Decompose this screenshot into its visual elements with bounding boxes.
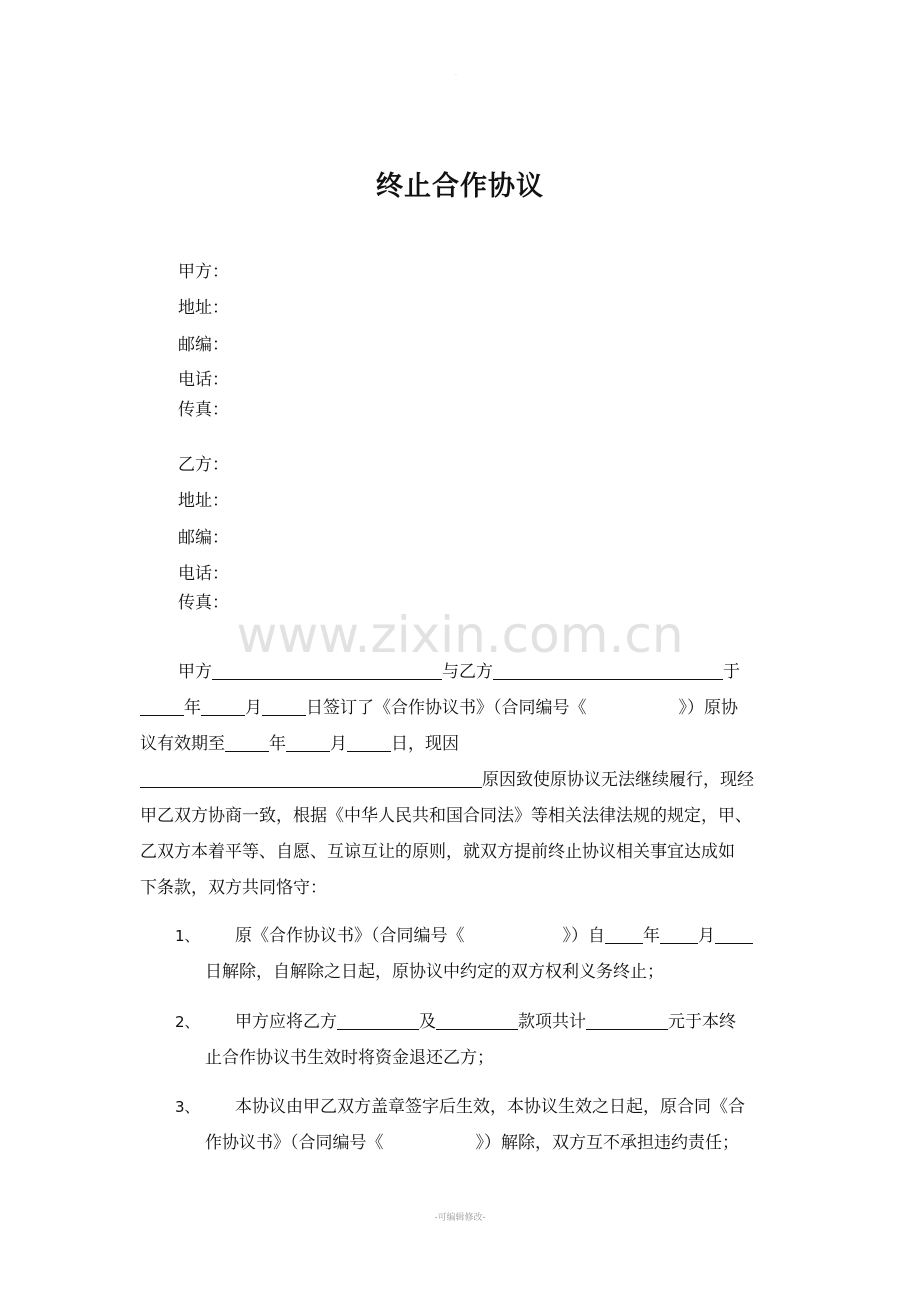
preamble-text: 与乙方 — [442, 662, 493, 682]
expiry-day-blank[interactable] — [347, 733, 391, 752]
preamble-line-6: 乙双方本着平等、自愿、互谅互让的原则，就双方提前终止协议相关事宜达成如 — [140, 842, 735, 862]
amount-item-2-blank[interactable] — [436, 1011, 518, 1030]
clause-text: 》）自 — [562, 926, 605, 946]
preamble-text: 月 — [330, 734, 347, 754]
party-a-fax-label: 传真： — [178, 400, 229, 420]
clause-number: 3、 — [175, 1098, 200, 1116]
clause-line — [175, 918, 785, 954]
clause-line: 日解除，自解除之日起，原协议中约定的双方权利义务终止； — [205, 962, 664, 982]
clause-text: 本协议由甲乙双方盖章签字后生效，本协议生效之日起，原合同《合 — [235, 1097, 745, 1117]
preamble-line-7: 下条款，双方共同恪守： — [140, 878, 327, 898]
party-a-postcode-label: 邮编： — [178, 335, 229, 355]
month-blank[interactable] — [660, 925, 698, 944]
preamble-text: 日签订了《合作协议书》（合同编号《 — [306, 698, 587, 718]
preamble-line-1 — [140, 654, 785, 690]
preamble-text: 日，现因 — [391, 734, 459, 754]
preamble-line-3 — [140, 726, 785, 762]
expiry-year-blank[interactable] — [225, 733, 269, 752]
clause-text: 月 — [698, 926, 715, 946]
expiry-month-blank[interactable] — [286, 733, 330, 752]
party-b-phone-label: 电话： — [178, 564, 229, 584]
clause-text: 年 — [643, 926, 660, 946]
clause-text: 款项共计 — [518, 1012, 586, 1032]
clause-text: 作协议书》（合同编号《 — [205, 1133, 384, 1153]
party-b-fax-label: 传真： — [178, 593, 229, 613]
clause-line — [175, 1089, 785, 1125]
sign-month-blank[interactable] — [201, 697, 245, 716]
preamble-text: 月 — [245, 698, 262, 718]
preamble-text: 》）原协 — [678, 698, 738, 718]
party-a-name-label: 甲方： — [178, 262, 229, 282]
clause-number: 1、 — [175, 927, 200, 945]
preamble-text: 原因致使原协议无法继续履行，现经 — [482, 770, 754, 790]
clause-text: 原《合作协议书》（合同编号《 — [235, 926, 465, 946]
party-b-blank[interactable] — [493, 661, 723, 680]
total-amount-blank[interactable] — [586, 1011, 668, 1030]
clause-text: 甲方应将乙方 — [235, 1012, 337, 1032]
clause-3 — [175, 1089, 785, 1161]
watermark: www.zixin.com.cn — [236, 606, 684, 664]
party-b-postcode-label: 邮编： — [178, 528, 229, 548]
preamble-line-5: 甲乙双方协商一致，根据《中华人民共和国合同法》等相关法律法规的规定，甲、 — [140, 806, 752, 826]
sign-day-blank[interactable] — [262, 697, 306, 716]
preamble-text: 年 — [184, 698, 201, 718]
sign-year-blank[interactable] — [140, 697, 184, 716]
footer-note: -可编辑修改- — [434, 1213, 486, 1223]
preamble-text: 年 — [269, 734, 286, 754]
day-blank[interactable] — [715, 925, 753, 944]
year-blank[interactable] — [605, 925, 643, 944]
clause-number: 2、 — [175, 1013, 200, 1031]
clause-1 — [175, 918, 785, 990]
clause-text: 及 — [419, 1012, 436, 1032]
top-mark: · — [455, 72, 457, 79]
party-a-phone-label: 电话： — [178, 370, 229, 390]
preamble-line-2 — [140, 690, 785, 726]
preamble-line-4 — [140, 762, 785, 798]
party-a-blank[interactable] — [212, 661, 442, 680]
clause-line: 止合作协议书生效时将资金退还乙方； — [205, 1048, 494, 1068]
preamble-text: 议有效期至 — [140, 734, 225, 754]
document-title: 终止合作协议 — [376, 171, 544, 202]
amount-item-1-blank[interactable] — [337, 1011, 419, 1030]
clause-line — [175, 1125, 785, 1161]
preamble-text: 于 — [723, 662, 740, 682]
preamble-text: 甲方 — [178, 662, 212, 682]
party-b-address-label: 地址： — [178, 491, 229, 511]
clause-line — [175, 1004, 785, 1040]
clause-2 — [175, 1004, 785, 1076]
clause-text: 元于本终 — [668, 1012, 736, 1032]
party-b-name-label: 乙方： — [178, 455, 229, 475]
reason-blank[interactable] — [140, 769, 482, 788]
party-a-address-label: 地址： — [178, 298, 229, 318]
clause-text: 》）解除，双方互不承担违约责任； — [475, 1133, 739, 1153]
preamble-paragraph — [140, 654, 785, 906]
